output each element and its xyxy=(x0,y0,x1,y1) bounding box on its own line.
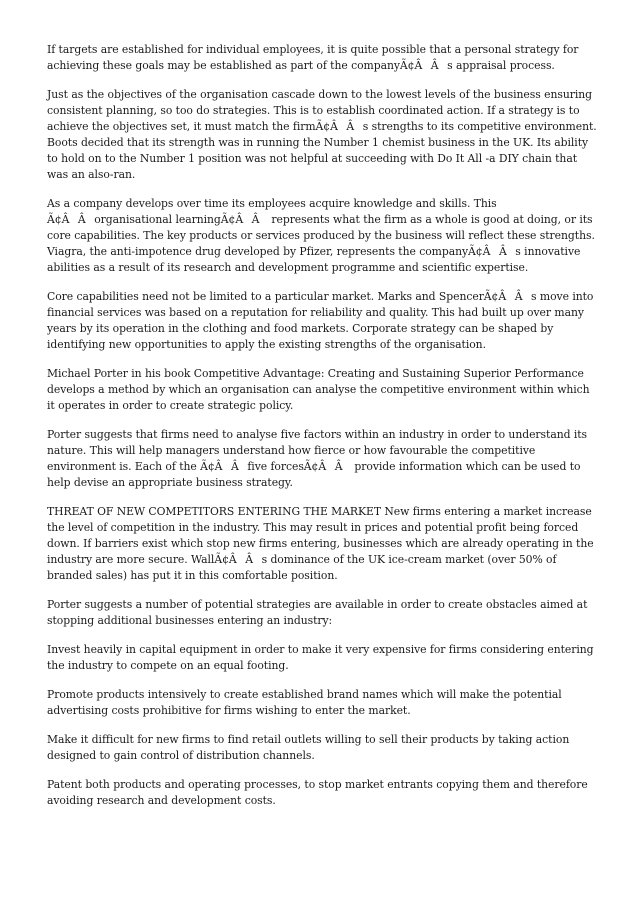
paragraph-threat-new-competitors: THREAT OF NEW COMPETITORS ENTERING THE MARKET New firms entering a market increase the level of competition in the industry. This may result in prices and potential profit being forced down. If barriers exist which stop new firms entering, businesses which are already operating in the industry are more secure. WallÃ¢ÂÂs dominance of the UK ice-cream market (over 50% of branded sales) has put it in this comfortable position. xyxy=(47,505,594,582)
paragraph-cascade: Just as the objectives of the organisation cascade down to the lowest levels of the business ensuring consistent planning, so too do strategies. This is to establish coordinated action. If a strategy is to achieve the objectives set, it must match the firmÃ¢ÂÂs strengths to its competitive environment. Boots decided that its strength was in running the Number 1 chemist business in the UK. Its ability to hold on to the Number 1 position was not helpful at succeeding with Do It All -a DIY chain that was an also-ran. xyxy=(47,88,597,181)
paragraph-distribution-channels: Make it difficult for new firms to find retail outlets willing to sell their products by taking action designed to gain control of distribution channels. xyxy=(47,733,570,762)
paragraph-core-capabilities: Core capabilities need not be limited to a particular market. Marks and SpencerÃ¢ÂÂs move into financial services was based on a reputation for reliability and quality. This had built up over many years by its operation in the clothing and food markets. Corporate strategy can be shaped by identifying new opportunities to apply the existing strengths of the organisation. xyxy=(47,290,594,351)
paragraph-patent: Patent both products and operating processes, to stop market entrants copying them and therefore avoiding research and development costs. xyxy=(47,778,588,807)
paragraph-invest-capital: Invest heavily in capital equipment in order to make it very expensive for firms considering entering the industry to compete on an equal footing. xyxy=(47,643,594,672)
paragraph-appraisal: If targets are established for individual employees, it is quite possible that a personal strategy for achieving these goals may be established as part of the companyÃ¢ÂÂs appraisal process. xyxy=(47,43,579,72)
document-page xyxy=(47,42,599,822)
paragraph-potential-strategies: Porter suggests a number of potential strategies are available in order to create obstacles aimed at stopping additional businesses entering an industry: xyxy=(47,598,588,627)
paragraph-five-forces: Porter suggests that firms need to analyse five factors within an industry in order to understand its nature. This will help managers understand how fierce or how favourable the competitive environment is. Each of the Ã¢ÂÂfive forcesÃ¢ÂÂ provide information which can be used to help devise an appropriate business strategy. xyxy=(47,428,588,489)
paragraph-promote-products: Promote products intensively to create established brand names which will make the potential advertising costs prohibitive for firms wishing to enter the market. xyxy=(47,688,562,717)
paragraph-michael-porter: Michael Porter in his book Competitive Advantage: Creating and Sustaining Superior Performance develops a method by which an organisation can analyse the competitive environment within which it operates in order to create strategic policy. xyxy=(47,367,590,412)
paragraph-organisational-learning: As a company develops over time its employees acquire knowledge and skills. This Ã¢ÂÂorganisational learningÃ¢ÂÂ represents what the firm as a whole is good at doing, or its core capabilities. The key products or services produced by the business will reflect these strengths. Viagra, the anti-impotence drug developed by Pfizer, represents the companyÃ¢ÂÂs innovative abilities as a result of its research and development programme and scientific expertise. xyxy=(47,197,595,274)
